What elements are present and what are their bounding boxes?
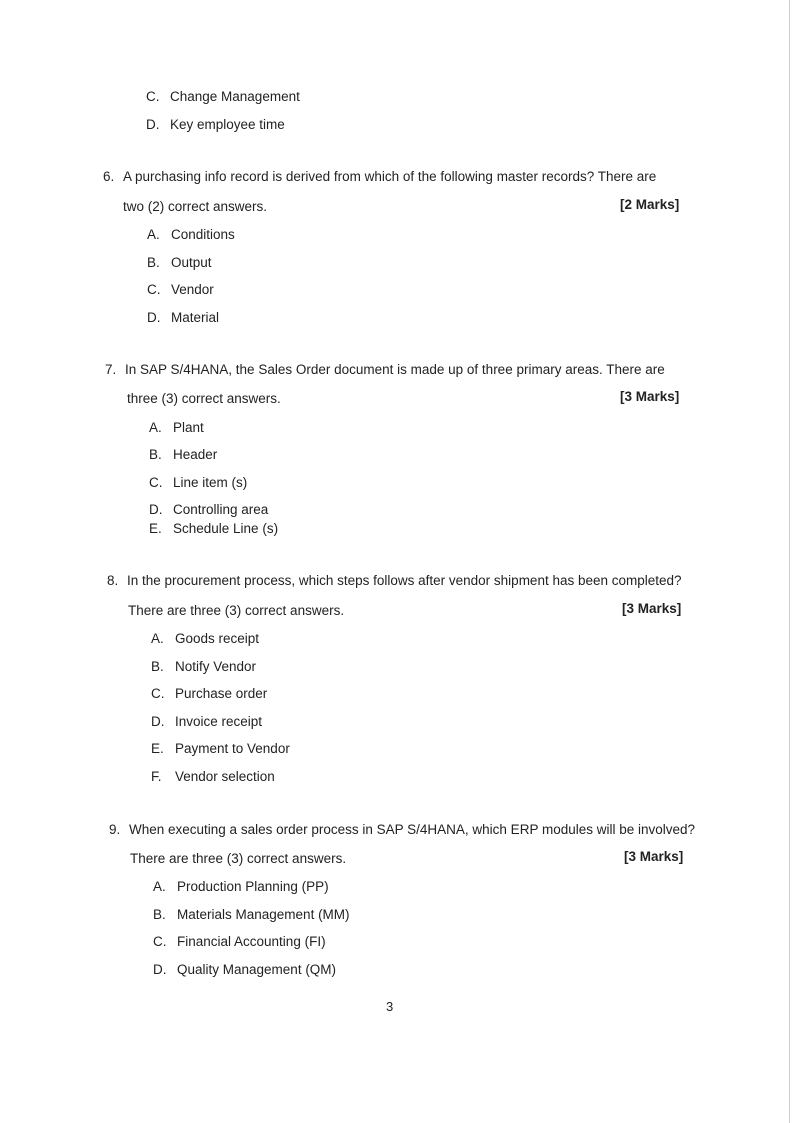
question-9-marks: [3 Marks] (624, 849, 684, 864)
q9-option-b (153, 907, 350, 923)
question-7-line1 (105, 362, 665, 378)
q7-option-b (149, 447, 217, 463)
q7-option-e (149, 521, 278, 537)
option-letter: A. (153, 879, 166, 894)
option-text: Schedule Line (s) (173, 521, 279, 536)
option-letter: D. (151, 714, 165, 729)
option-text: Purchase order (175, 686, 268, 701)
question-8-marks: [3 Marks] (622, 601, 682, 616)
q6-option-a (147, 227, 235, 243)
q8-option-d (151, 714, 262, 730)
option-text: Key employee time (170, 117, 285, 132)
option-text: Materials Management (MM) (177, 907, 350, 922)
question-8-line2: There are three (3) correct answers. (128, 603, 345, 618)
option-text: Material (171, 310, 220, 325)
page-edge (789, 0, 790, 1123)
option-text: Notify Vendor (175, 659, 257, 674)
option-text: Vendor (171, 282, 214, 297)
option-text: Line item (s) (173, 475, 248, 490)
option-letter: A. (151, 631, 164, 646)
option-letter: F. (151, 769, 162, 784)
option-letter: E. (149, 521, 162, 536)
q8-option-e (151, 741, 290, 757)
q8-option-b (151, 659, 256, 675)
q8-option-c (151, 686, 267, 702)
q8-option-f (151, 769, 275, 785)
option-letter: C. (146, 89, 160, 104)
question-text: In SAP S/4HANA, the Sales Order document is made up of three primary areas. There are (125, 362, 665, 377)
question-number: 6. (103, 169, 115, 184)
question-7-line2: three (3) correct answers. (127, 391, 281, 406)
option-text: Payment to Vendor (175, 741, 290, 756)
option-text: Conditions (171, 227, 235, 242)
option-text: Goods receipt (175, 631, 260, 646)
question-9-line1 (109, 822, 695, 838)
q6-option-c (147, 282, 214, 298)
option-text: Quality Management (QM) (177, 962, 337, 977)
question-7-marks: [3 Marks] (620, 389, 680, 404)
option-text: Production Planning (PP) (177, 879, 329, 894)
q7-option-d (149, 502, 268, 518)
question-6-marks: [2 Marks] (620, 197, 680, 212)
question-6-line2: two (2) correct answers. (123, 199, 268, 214)
question-number: 8. (107, 573, 119, 588)
option-text: Invoice receipt (175, 714, 263, 729)
option-text: Vendor selection (175, 769, 275, 784)
q9-option-c (153, 934, 326, 950)
option-letter: D. (147, 310, 161, 325)
q7-option-a (149, 420, 204, 436)
question-6-line1 (103, 169, 656, 185)
option-letter: C. (151, 686, 165, 701)
page-number: 3 (386, 999, 394, 1014)
option-c-prev (146, 89, 300, 105)
question-text: A purchasing info record is derived from which of the following master records? There are (123, 169, 657, 184)
q6-option-d (147, 310, 219, 326)
option-letter: D. (146, 117, 160, 132)
option-text: Header (173, 447, 218, 462)
option-letter: C. (153, 934, 167, 949)
option-letter: E. (151, 741, 164, 756)
option-letter: B. (151, 659, 164, 674)
option-d-prev (146, 117, 285, 133)
q9-option-a (153, 879, 329, 895)
question-9-line2: There are three (3) correct answers. (130, 851, 347, 866)
question-number: 9. (109, 822, 121, 837)
q6-option-b (147, 255, 212, 271)
option-text: Plant (173, 420, 204, 435)
option-text: Controlling area (173, 502, 269, 517)
option-letter: B. (147, 255, 160, 270)
question-number: 7. (105, 362, 117, 377)
option-letter: A. (149, 420, 162, 435)
option-letter: C. (149, 475, 163, 490)
option-letter: C. (147, 282, 161, 297)
option-letter: A. (147, 227, 160, 242)
question-text: In the procurement process, which steps follows after vendor shipment has been completed? (127, 573, 682, 588)
q9-option-d (153, 962, 336, 978)
option-text: Output (171, 255, 212, 270)
option-letter: D. (149, 502, 163, 517)
option-letter: B. (153, 907, 166, 922)
option-letter: B. (149, 447, 162, 462)
question-8-line1 (107, 573, 682, 589)
option-text: Financial Accounting (FI) (177, 934, 326, 949)
q7-option-c (149, 475, 247, 491)
question-text: When executing a sales order process in SAP S/4HANA, which ERP modules will be involved? (129, 822, 696, 837)
option-letter: D. (153, 962, 167, 977)
q8-option-a (151, 631, 259, 647)
option-text: Change Management (170, 89, 300, 104)
